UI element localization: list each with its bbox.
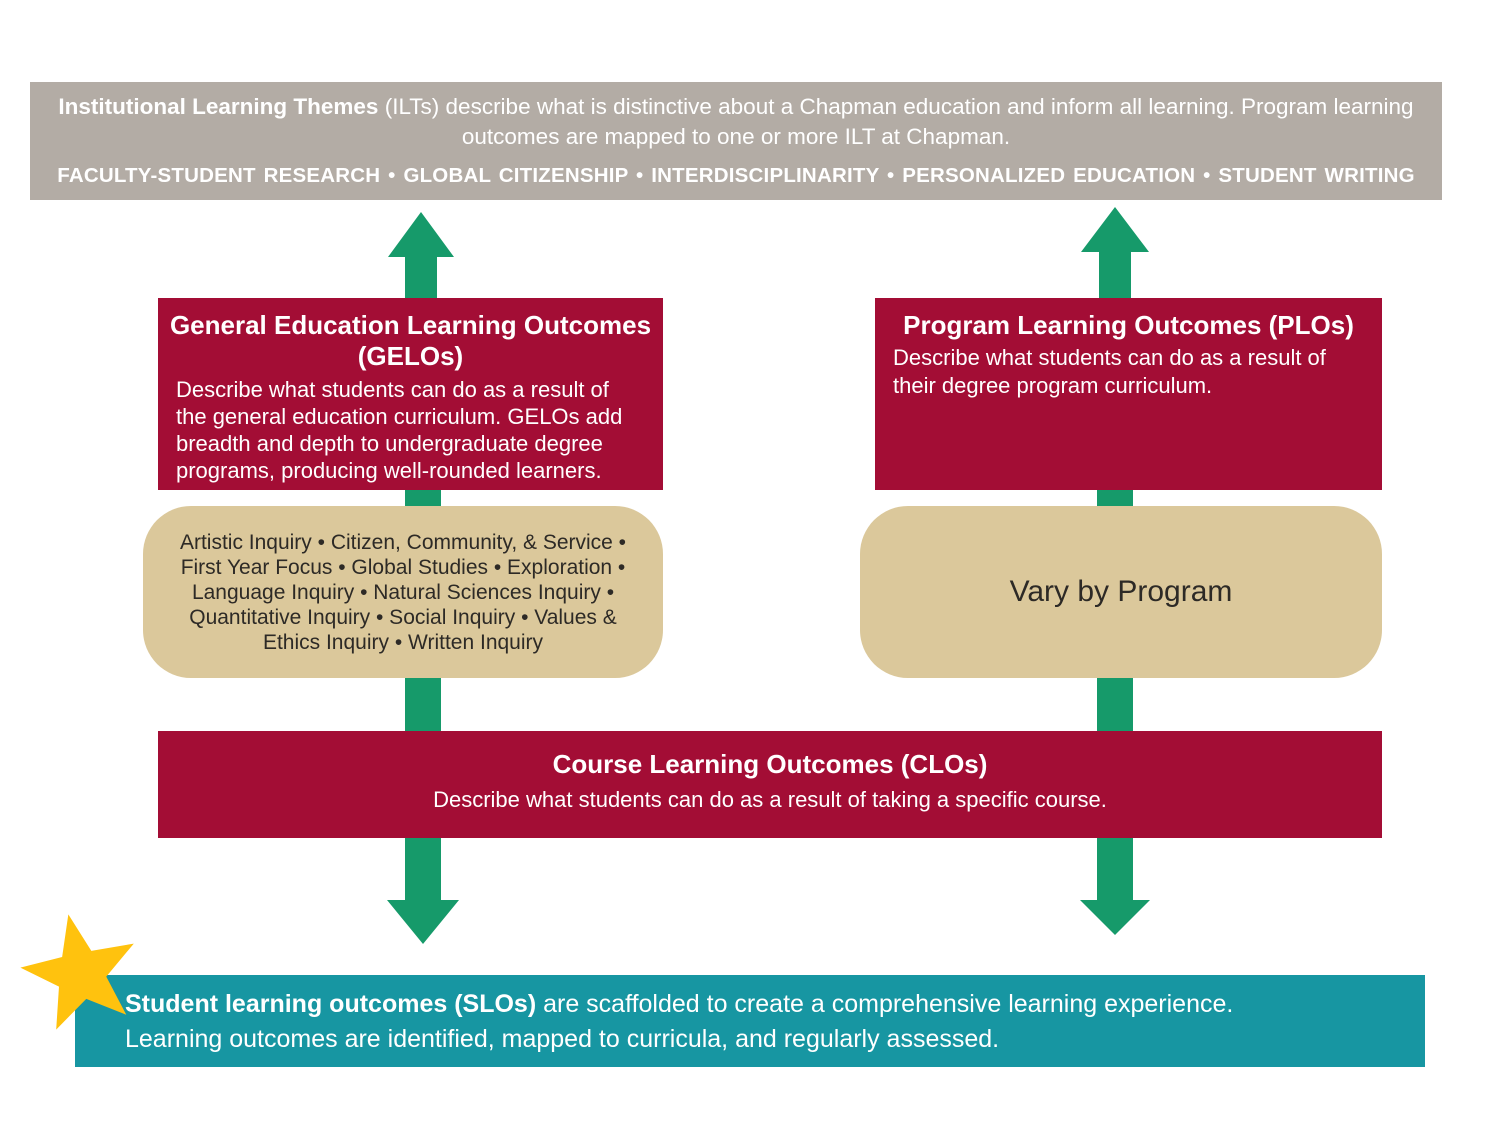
ilt-banner-intro-bold: Institutional Learning Themes — [58, 94, 379, 119]
slo-line2: Learning outcomes are identified, mapped to curricula, and regularly assessed. — [125, 1025, 1000, 1053]
ilt-banner-intro — [58, 92, 1414, 152]
ilt-banner — [30, 82, 1442, 200]
up-arrow-gelo-icon — [388, 212, 454, 298]
slo-line1-rest: are scaffolded to create a comprehensive learning experience. — [536, 990, 1234, 1018]
plo-description: Describe what students can do as a result of their degree program curriculum. — [893, 345, 1326, 398]
slo-line1 — [125, 987, 1405, 1022]
gelo-title-line2: (GELOs) — [357, 341, 464, 371]
arrow-shaft-segment-right-upper — [1097, 490, 1133, 507]
clo-title: Course Learning Outcomes (CLOs) — [552, 749, 988, 779]
slo-line1-bold: Student learning outcomes (SLOs) — [125, 990, 537, 1018]
clo-description: Describe what students can do as a result of taking a specific course. — [433, 787, 1107, 812]
gelo-title-line1: General Education Learning Outcomes — [169, 310, 652, 340]
plo-box — [875, 298, 1382, 490]
arrow-shaft-segment-left-upper — [405, 490, 441, 507]
slo-text — [125, 987, 1405, 1057]
slo-banner — [75, 975, 1425, 1067]
ilt-themes-list: FACULTY-STUDENT RESEARCH • GLOBAL CITIZENSHIP • INTERDISCIPLINARITY • PERSONALIZED EDUCATION • STUDENT WRITING — [57, 164, 1415, 187]
down-arrow-plo-icon — [1080, 838, 1150, 935]
star-icon — [3, 896, 160, 1053]
plo-vary-pill — [860, 506, 1382, 678]
ilt-banner-intro-rest: (ILTs) describe what is distinctive about a Chapman education and inform all learning. Program learning outcomes are mapped to one or more ILT at Chapman. — [378, 94, 1414, 149]
down-arrow-gelo-icon — [387, 838, 459, 944]
clo-box — [158, 731, 1382, 838]
gelo-box — [158, 298, 663, 490]
gelo-description: Describe what students can do as a result of the general education curriculum. GELOs add breadth and depth to undergraduate degree programs, producing well-rounded learners. — [176, 377, 623, 483]
gelo-categories-pill — [143, 506, 663, 678]
arrow-shaft-segment-right-lower — [1097, 677, 1133, 732]
gelo-title — [158, 310, 663, 372]
up-arrow-plo-icon — [1081, 207, 1149, 298]
gelo-categories-text: Artistic Inquiry • Citizen, Community, & Service • First Year Focus • Global Studies • Exploration • Language Inquiry • Natural Sciences Inquiry • Quantitative Inquiry • Social Inquiry • Values & Ethics Inquiry • Written Inquiry — [179, 530, 627, 654]
arrow-shaft-segment-left-lower — [405, 677, 441, 732]
plo-vary-text: Vary by Program — [1009, 575, 1233, 608]
plo-title: Program Learning Outcomes (PLOs) — [903, 310, 1354, 340]
